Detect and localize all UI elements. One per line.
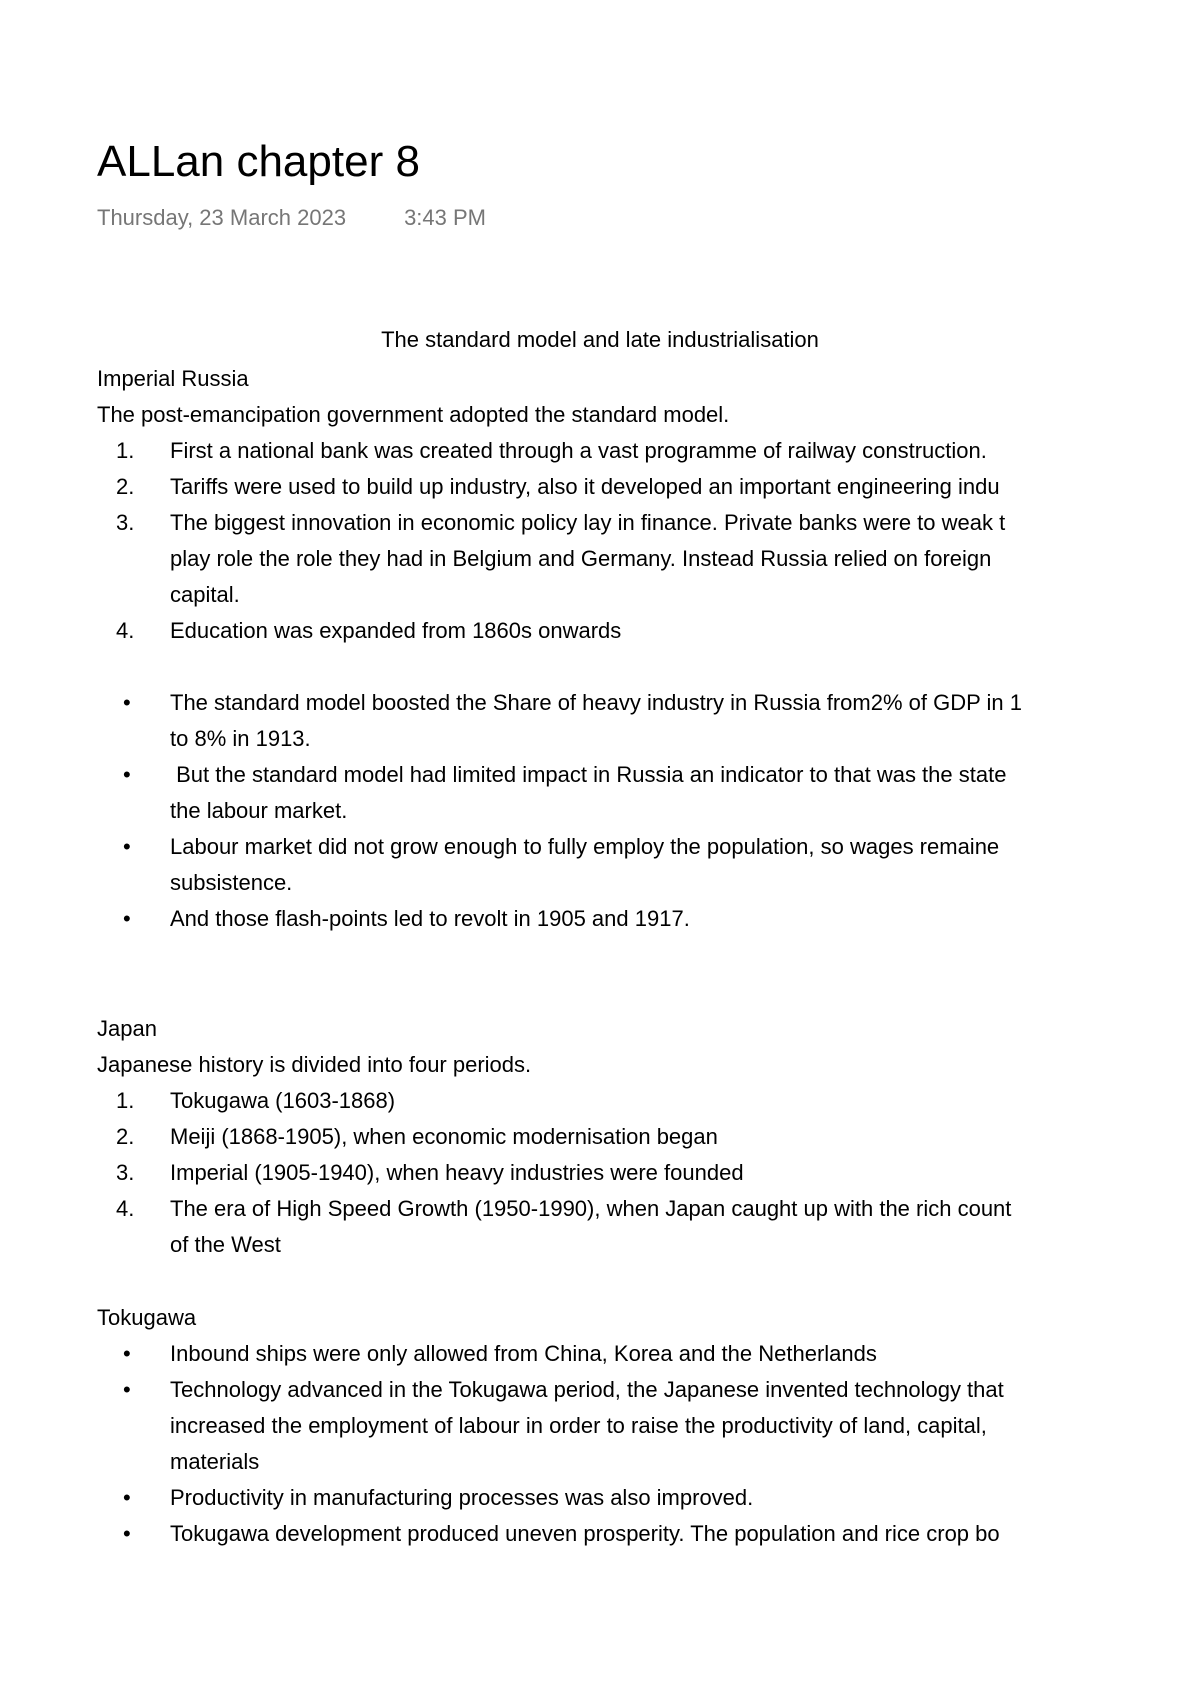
list-item-text: Tokugawa (1603-1868) (170, 1088, 396, 1113)
list-item-text: The biggest innovation in economic policy lay in finance. Private banks were to weak t (170, 510, 1006, 535)
bullet-item-text: But the standard model had limited impact in Russia an indicator to that was the state (170, 762, 1007, 787)
list-number: 3. (116, 1160, 135, 1185)
list-item-text: of the West (170, 1232, 281, 1257)
bullet-item-text: the labour market. (170, 798, 348, 823)
bullet-item-text: Tokugawa development produced uneven prosperity. The population and rice crop bo (170, 1521, 1000, 1546)
bullet-item-text: Productivity in manufacturing processes was also improved. (170, 1485, 754, 1510)
list-item-text: Meiji (1868-1905), when economic modernisation began (170, 1124, 718, 1149)
list-item-text: capital. (170, 582, 240, 607)
note-meta (97, 203, 486, 233)
list-number: 3. (116, 510, 135, 535)
section-heading-russia: Imperial Russia (97, 366, 249, 391)
bullet-item-text: to 8% in 1913. (170, 726, 311, 751)
bullet-icon: • (123, 906, 131, 931)
bullet-icon: • (123, 834, 131, 859)
note-date: Thursday, 23 March 2023 (97, 205, 347, 230)
japan-intro: Japanese history is divided into four periods. (97, 1052, 532, 1077)
bullet-item-text: increased the employment of labour in order to raise the productivity of land, capital, (170, 1413, 987, 1438)
section-heading-japan: Japan (97, 1016, 157, 1041)
bullet-icon: • (123, 1485, 131, 1510)
bullet-item-text: materials (170, 1449, 260, 1474)
bullet-item-text: And those flash-points led to revolt in 1905 and 1917. (170, 906, 690, 931)
list-number: 2. (116, 474, 135, 499)
russia-intro: The post-emancipation government adopted the standard model. (97, 402, 730, 427)
list-item-text: Tariffs were used to build up industry, also it developed an important engineering indu (170, 474, 1000, 499)
bullet-item-text: Technology advanced in the Tokugawa period, the Japanese invented technology that (170, 1377, 1004, 1402)
list-item-text: play role the role they had in Belgium and Germany. Instead Russia relied on foreign (170, 546, 992, 571)
list-number: 2. (116, 1124, 135, 1149)
list-item-text: Imperial (1905-1940), when heavy industries were founded (170, 1160, 744, 1185)
bullet-item-text: subsistence. (170, 870, 293, 895)
bullet-icon: • (123, 1377, 131, 1402)
list-number: 1. (116, 1088, 135, 1113)
note-time: 3:43 PM (404, 205, 486, 230)
list-number: 4. (116, 618, 135, 643)
list-item-text: Education was expanded from 1860s onwards (170, 618, 622, 643)
bullet-item-text: The standard model boosted the Share of heavy industry in Russia from2% of GDP in 1 (170, 690, 1022, 715)
list-item-text: First a national bank was created through a vast programme of railway construction. (170, 438, 987, 463)
bullet-icon: • (123, 690, 131, 715)
bullet-icon: • (123, 1521, 131, 1546)
bullet-item-text: Inbound ships were only allowed from China, Korea and the Netherlands (170, 1341, 877, 1366)
list-number: 4. (116, 1196, 135, 1221)
bullet-item-text: Labour market did not grow enough to fully employ the population, so wages remaine (170, 834, 1000, 859)
list-item-text: The era of High Speed Growth (1950-1990), when Japan caught up with the rich count (170, 1196, 1012, 1221)
bullet-icon: • (123, 762, 131, 787)
bullet-icon: • (123, 1341, 131, 1366)
section-heading-tokugawa: Tokugawa (97, 1305, 197, 1330)
main-heading: The standard model and late industrialisation (381, 327, 819, 352)
note-title: ALLan chapter 8 (97, 137, 420, 186)
list-number: 1. (116, 438, 135, 463)
